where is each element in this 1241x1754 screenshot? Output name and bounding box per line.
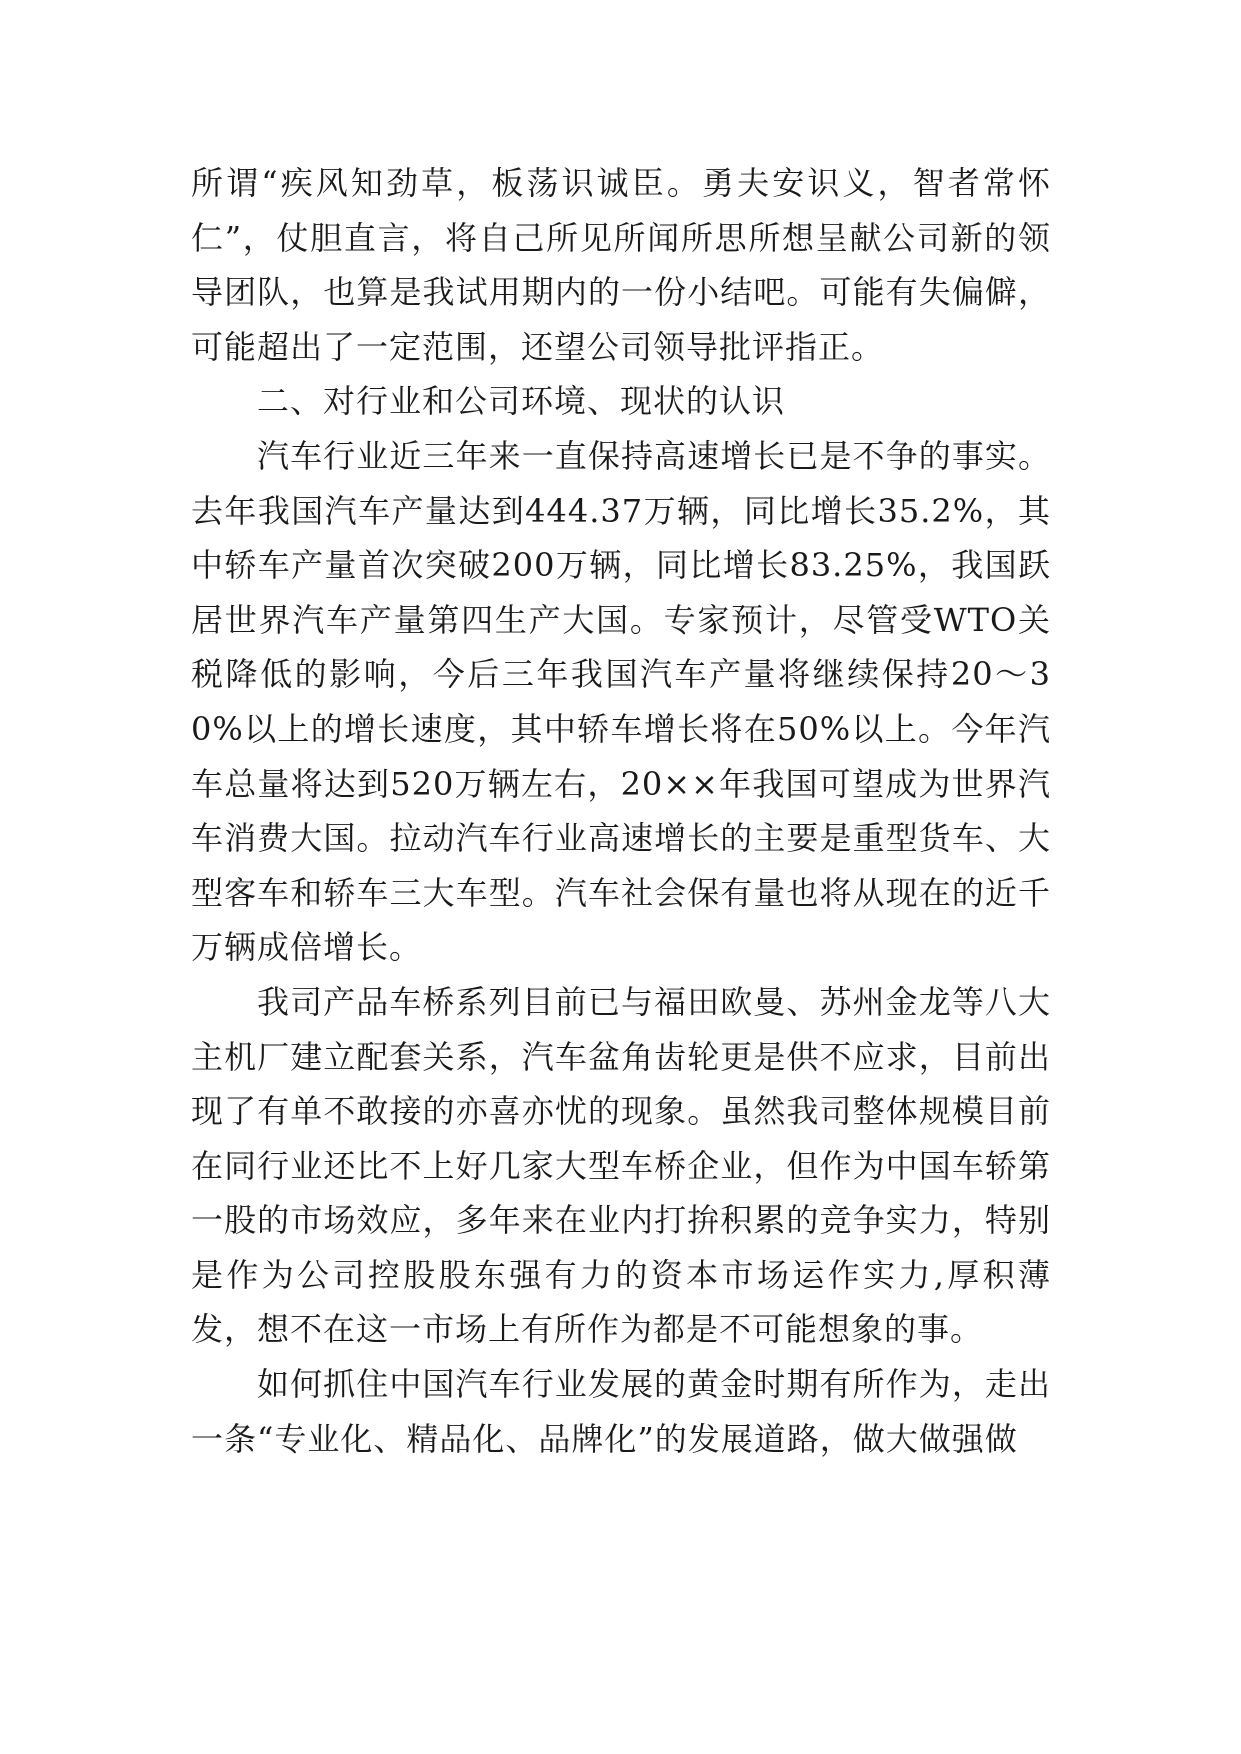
document-body: [191, 156, 1051, 1466]
paragraph-intro-continuation: 所谓“疾风知劲草，板荡识诚臣。勇夫安识义，智者常怀仁”，仗胆直言，将自己所见所闻所思所想呈献公司新的领导团队，也算是我试用期内的一份小结吧。可能有失偏僻，可能超出了一定范围，还望公司领导批评指正。: [191, 164, 1051, 366]
section-heading: 二、对行业和公司环境、现状的认识: [257, 382, 786, 421]
paragraph-industry-growth: 汽车行业近三年来一直保持高速增长已是不争的事实。去年我国汽车产量达到444.37万辆，同比增长35.2%，其中轿车产量首次突破200万辆，同比增长83.25%，我国跃居世界汽车产量第四生产大国。专家预计，尽管受WTO关税降低的影响，今后三年我国汽车产量将继续保持20～30%以上的增长速度，其中轿车增长将在50%以上。今年汽车总量将达到520万辆左右，20××年我国可望成为世界汽车消费大国。拉动汽车行业高速增长的主要是重型货车、大型客车和轿车三大车型。汽车社会保有量也将从现在的近千万辆成倍增长。: [191, 436, 1051, 967]
paragraph-golden-period: 如何抓住中国汽车行业发展的黄金时期有所作为，走出一条“专业化、精品化、品牌化”的发展道路，做大做强做: [191, 1365, 1051, 1458]
paragraph-company-products: 我司产品车桥系列目前已与福田欧曼、苏州金龙等八大主机厂建立配套关系，汽车盆角齿轮更是供不应求，目前出现了有单不敢接的亦喜亦忧的现象。虽然我司整体规模目前在同行业还比不上好几家大型车桥企业，但作为中国车轿第一股的市场效应，多年来在业内打拚积累的竞争实力，特别是作为公司控股股东强有力的资本市场运作实力,厚积薄发，想不在这一市场上有所作为都是不可能想象的事。: [191, 982, 1051, 1349]
